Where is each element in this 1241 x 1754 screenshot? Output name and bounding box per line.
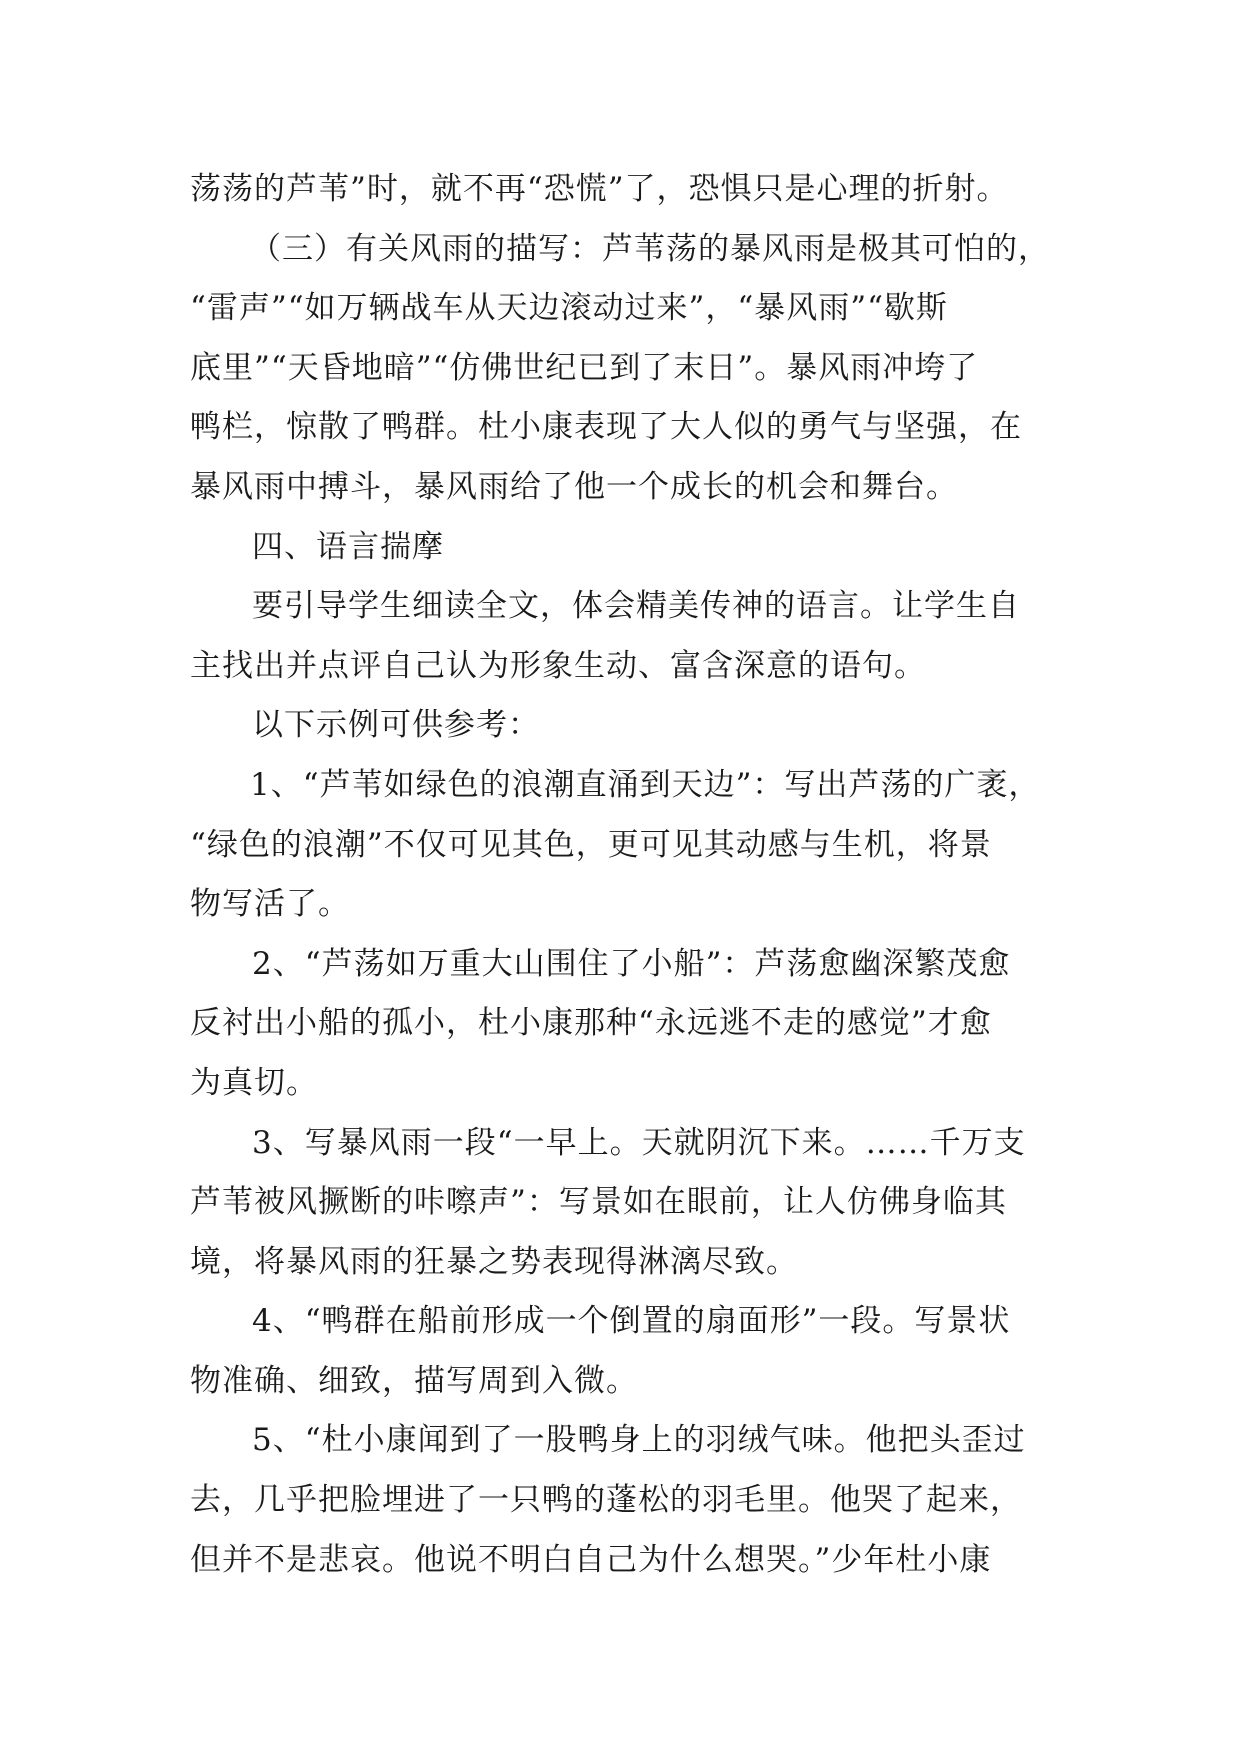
text-line: 去，几乎把脸埋进了一只鸭的蓬松的羽毛里。他哭了起来， [190, 1482, 1022, 1519]
paragraph-start-line: 以下示例可供参考： [252, 707, 540, 744]
text-line: 为真切。 [190, 1064, 318, 1101]
example-item-4: 4、“鸭群在船前形成一个倒置的扇面形”一段。写景状 [252, 1303, 1011, 1340]
text-line: 反衬出小船的孤小，杜小康那种“永远逃不走的感觉”才愈 [190, 1005, 992, 1042]
text-line: 境，将暴风雨的狂暴之势表现得淋漓尽致。 [190, 1243, 798, 1280]
text-line: 物写活了。 [190, 886, 350, 923]
text-line: 暴风雨中搏斗，暴风雨给了他一个成长的机会和舞台。 [190, 468, 958, 505]
text-line: 但并不是悲哀。他说不明白自己为什么想哭。”少年杜小康 [190, 1541, 992, 1578]
text-line: 芦苇被风撅断的咔嚓声”：写景如在眼前，让人仿佛身临其 [190, 1184, 1007, 1221]
text-line: 底里”“天昏地暗”“仿佛世纪已到了末日”。暴风雨冲垮了 [190, 349, 979, 386]
section-heading: 四、语言揣摩 [252, 528, 444, 565]
text-line: “绿色的浪潮”不仅可见其色，更可见其动感与生机，将景 [190, 826, 992, 863]
text-line: “雷声”“如万辆战车从天边滚动过来”，“暴风雨”“歇斯 [190, 290, 948, 327]
example-item-5: 5、“杜小康闻到了一股鸭身上的羽绒气味。他把头歪过 [252, 1422, 1026, 1459]
example-item-3: 3、写暴风雨一段“一早上。天就阴沉下来。……千万支 [252, 1124, 1026, 1161]
text-line: 荡荡的芦苇”时，就不再“恐慌”了，恐惧只是心理的折射。 [190, 171, 1009, 207]
body-text [190, 160, 1080, 1590]
text-line: 鸭栏，惊散了鸭群。杜小康表现了大人似的勇气与坚强，在 [190, 409, 1022, 446]
text-line: 主找出并点评自己认为形象生动、富含深意的语句。 [190, 647, 926, 684]
example-item-1: 1、“芦苇如绿色的浪潮直涌到天边”：写出芦荡的广袤， [250, 766, 1041, 803]
text-line: 物准确、细致，描写周到入微。 [190, 1362, 638, 1399]
example-item-2: 2、“芦荡如万重大山围住了小船”：芦荡愈幽深繁茂愈 [252, 945, 1011, 982]
section-heading-line: （三）有关风雨的描写：芦苇荡的暴风雨是极其可怕的， [250, 230, 1050, 267]
paragraph-start-line: 要引导学生细读全文，体会精美传神的语言。让学生自 [252, 588, 1020, 625]
